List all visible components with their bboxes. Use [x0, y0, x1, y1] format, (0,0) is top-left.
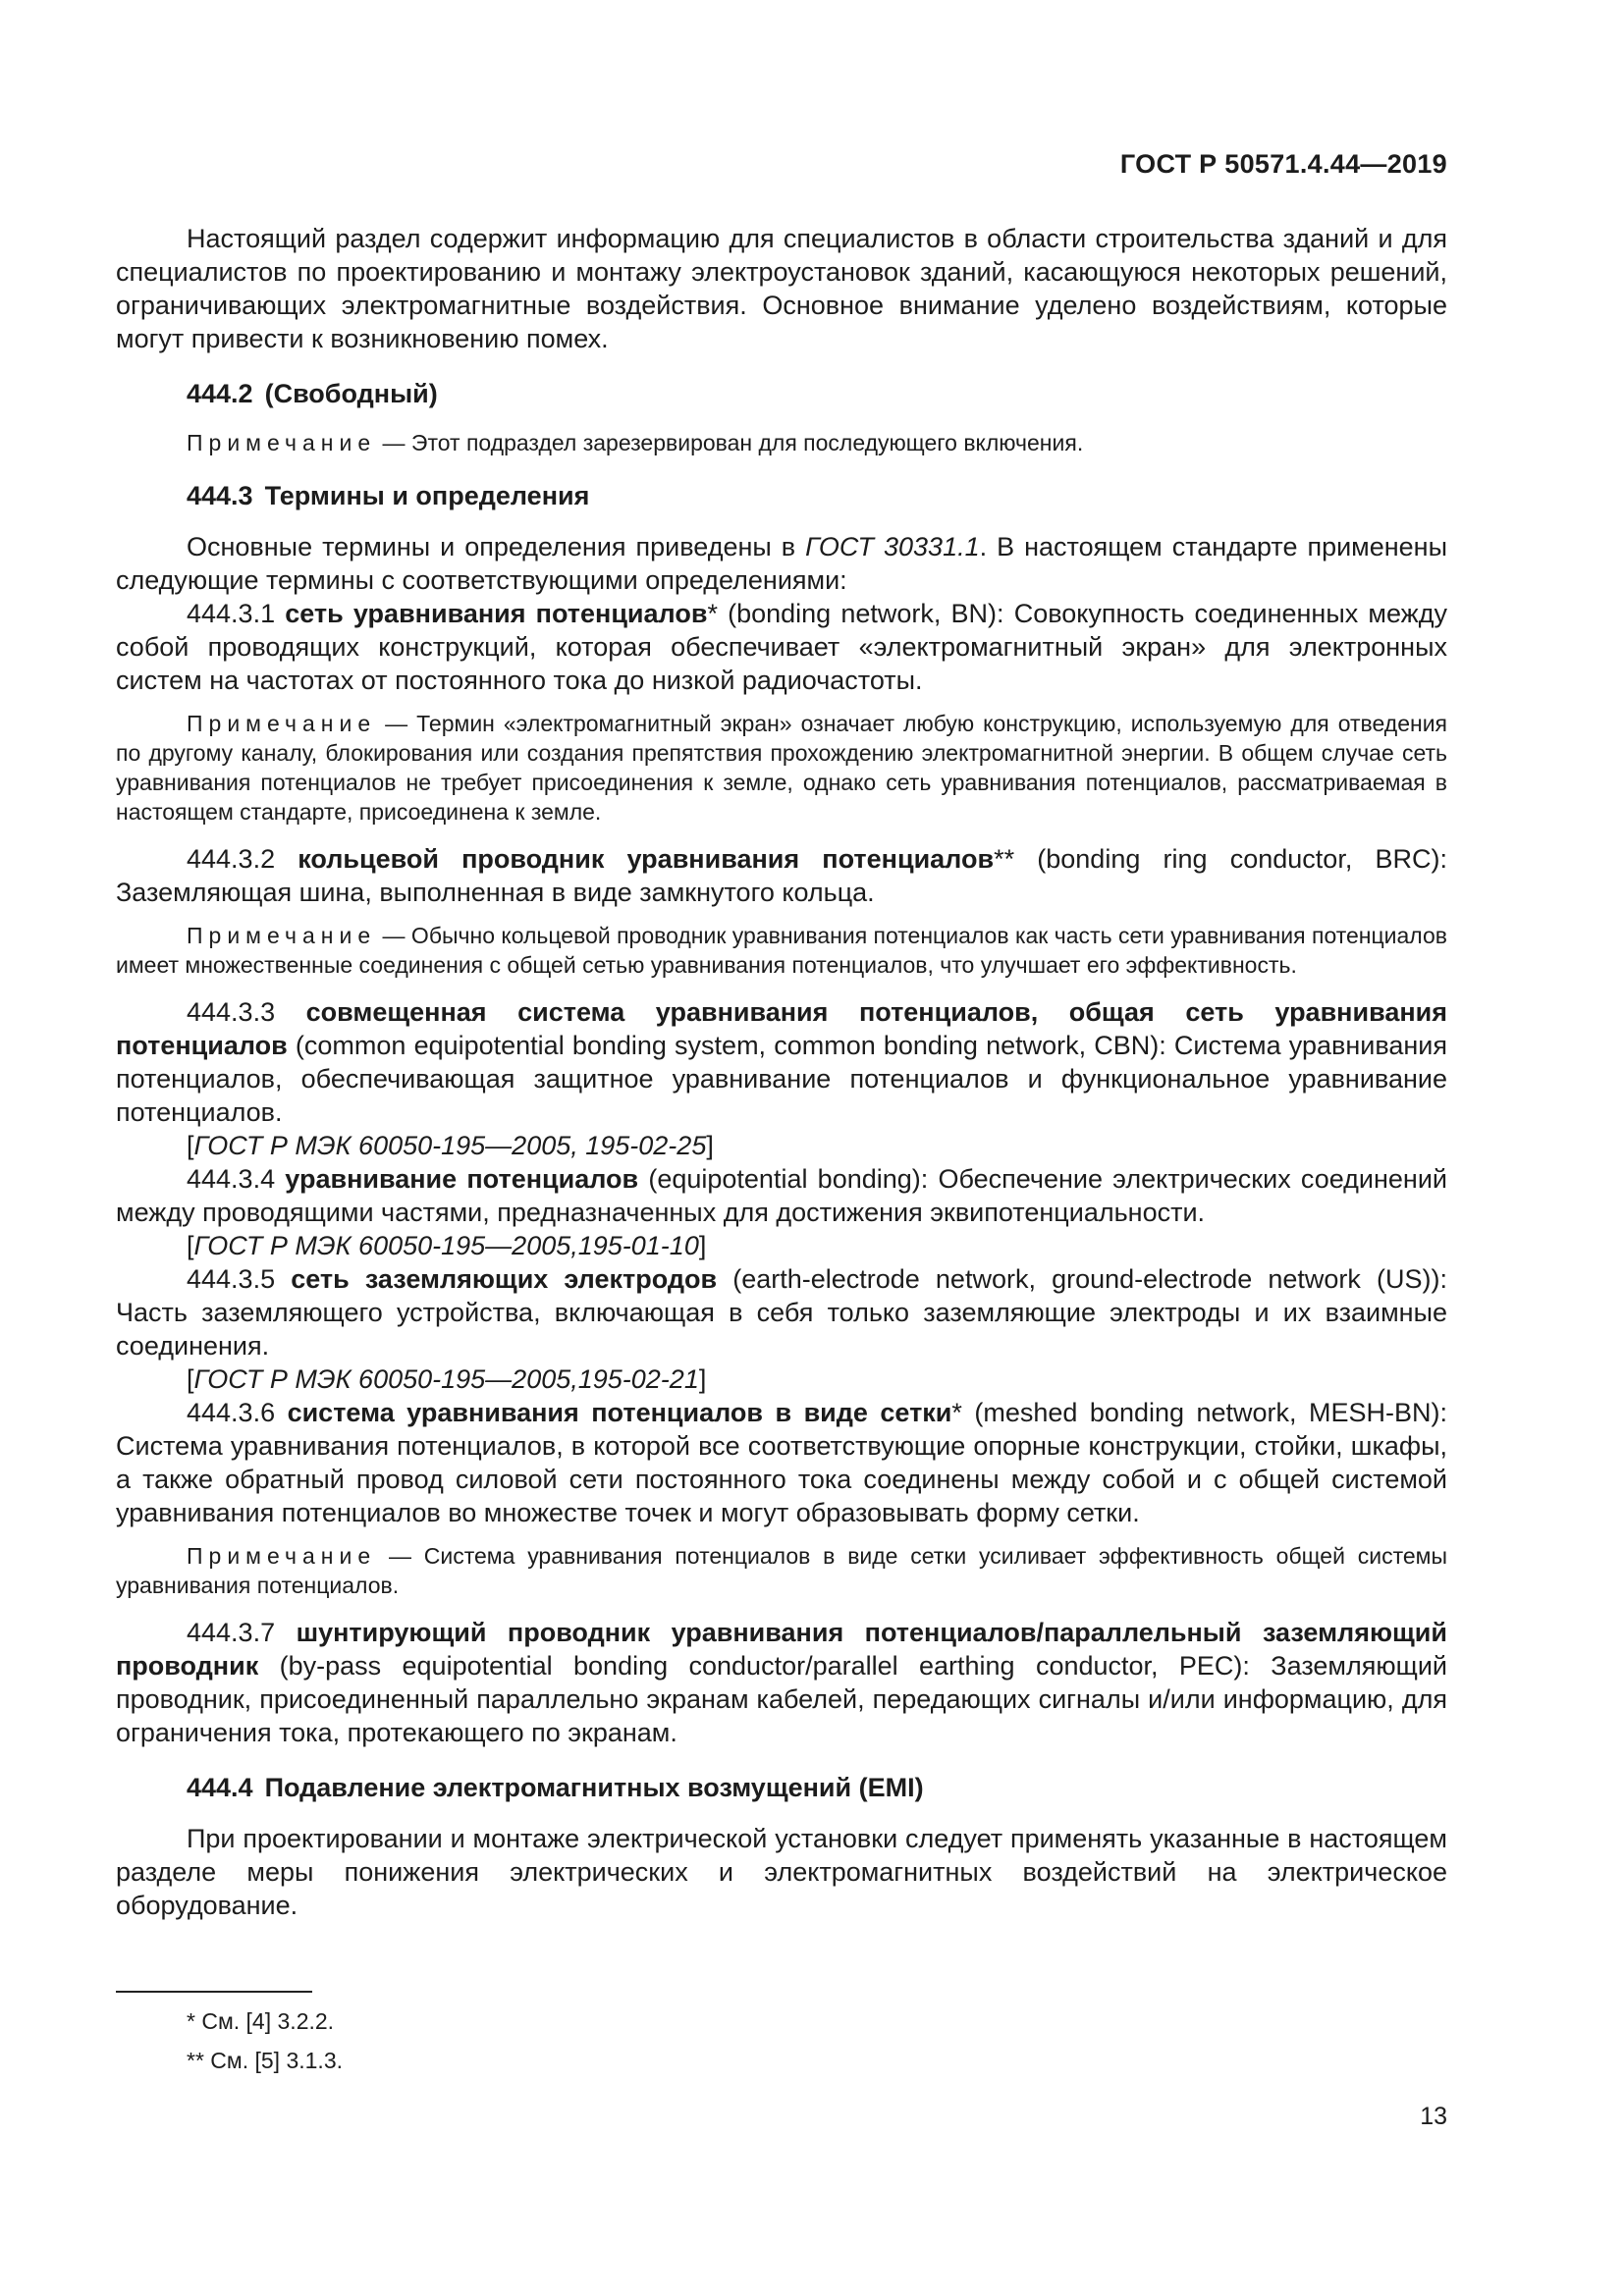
- footnote-1: * См. [4] 3.2.2.: [187, 2008, 335, 2034]
- footnote-mark: *: [707, 599, 718, 628]
- section-444-2-heading: 444.2 (Свободный): [187, 379, 438, 408]
- terms-lead-paragraph: Основные термины и определения приведены в ГОСТ 30331.1. В настоящем стандарте применены следующие термины с соответствующими определениями:: [116, 532, 1447, 595]
- term-name: сеть заземляющих электродов: [291, 1264, 718, 1294]
- term-name: система уравнивания потенциалов в виде сетки: [287, 1398, 952, 1427]
- footnote-mark: *: [951, 1398, 962, 1427]
- term-444-3-3: 444.3.3 совмещенная система уравнивания потенциалов, общая сеть уравнивания потенциалов (common equipotential bonding system, common bonding network, CBN): Система уравнивания потенциалов, обеспечивающая защитное уравнивание потенциалов и функциональное уравнивание потенциалов.: [116, 997, 1447, 1127]
- term-444-3-5-source: [ГОСТ Р МЭК 60050-195—2005,195-02-21]: [187, 1364, 707, 1394]
- document-code-header: ГОСТ Р 50571.4.44—2019: [1119, 149, 1447, 179]
- note-label: Примечание: [187, 923, 377, 948]
- term-name: уравнивание потенциалов: [285, 1164, 639, 1194]
- term-444-3-5: 444.3.5 сеть заземляющих электродов (earth-electrode network, ground-electrode network (US)): Часть заземляющего устройства, включающая в себя только заземляющие электроды и их взаимные соединения.: [116, 1264, 1447, 1361]
- section-444-4-heading: 444.4 Подавление электромагнитных возмущений (EMI): [187, 1773, 924, 1802]
- term-name: совмещенная система уравнивания потенциалов, общая сеть уравнивания потенциалов: [116, 997, 1447, 1060]
- intro-paragraph: Настоящий раздел содержит информацию для специалистов в области строительства зданий и для специалистов по проектированию и монтажу электроустановок зданий, касающуюся некоторых решений, ограничивающих электромагнитные воздействия. Основное внимание уделено воздействиям, которые могут привести к возникновению помех.: [116, 224, 1447, 353]
- term-444-3-1-note: Примечание — Термин «электромагнитный экран» означает любую конструкцию, используемую для отведения по другому каналу, блокирования или создания препятствия прохождению электромагнитной энергии. В общем случае сеть уравнивания потенциалов не требует присоединения к земле, однако сеть уравнивания потенциалов, рассматриваемая в настоящем стандарте, присоединена к земле.: [116, 711, 1447, 825]
- term-name: кольцевой проводник уравнивания потенциалов: [298, 844, 995, 874]
- term-444-3-2: 444.3.2 кольцевой проводник уравнивания потенциалов** (bonding ring conductor, BRC): Заземляющая шина, выполненная в виде замкнутого кольца.: [116, 844, 1447, 907]
- footnote-mark: **: [994, 844, 1015, 874]
- term-444-3-6-note: Примечание — Система уравнивания потенциалов в виде сетки усиливает эффективность общей системы уравнивания потенциалов.: [116, 1543, 1447, 1598]
- footnote-2: ** См. [5] 3.1.3.: [187, 2048, 344, 2073]
- section-444-4-paragraph: При проектировании и монтаже электрической установки следует применять указанные в настоящем разделе меры понижения электрических и электромагнитных воздействий на электрическое оборудование.: [116, 1824, 1447, 1920]
- section-444-2-note: Примечание — Этот подраздел зарезервирован для последующего включения.: [187, 430, 1084, 455]
- term-444-3-4: 444.3.4 уравнивание потенциалов (equipotential bonding): Обеспечение электрических соединений между проводящими частями, предназначенных для достижения эквипотенциальности.: [116, 1164, 1447, 1227]
- term-name: шунтирующий проводник уравнивания потенциалов/параллельный заземляющий проводник: [116, 1618, 1447, 1681]
- term-name: сеть уравнивания потенциалов: [285, 599, 708, 628]
- document-body: [116, 222, 1447, 1922]
- term-444-3-6: 444.3.6 система уравнивания потенциалов в виде сетки* (meshed bonding network, MESH-BN): Система уравнивания потенциалов, в которой все соответствующие опорные конструкции, стойки, шкафы, а также обратный провод силовой сети постоянного тока соединены между собой и с общей системой уравнивания потенциалов во множестве точек и могут образовывать форму сетки.: [116, 1398, 1447, 1527]
- term-444-3-1: 444.3.1 сеть уравнивания потенциалов* (bonding network, BN): Совокупность соединенных между собой проводящих конструкций, которая обеспечивает «электромагнитный экран» для электронных систем на частотах от постоянного тока до низкой радиочастоты.: [116, 599, 1447, 695]
- term-444-3-4-source: [ГОСТ Р МЭК 60050-195—2005,195-01-10]: [187, 1231, 707, 1260]
- section-444-3-heading: 444.3 Термины и определения: [187, 481, 590, 510]
- term-444-3-2-note: Примечание — Обычно кольцевой проводник уравнивания потенциалов как часть сети уравнивания потенциалов имеет множественные соединения с общей сетью уравнивания потенциалов, что улучшает его эффективность.: [116, 923, 1447, 978]
- footnote-divider: [116, 1991, 312, 1993]
- note-label: Примечание: [187, 1543, 377, 1569]
- standard-reference: ГОСТ 30331.1: [805, 532, 980, 561]
- note-label: Примечание: [187, 711, 377, 736]
- note-label: Примечание: [187, 430, 377, 455]
- term-444-3-3-source: [ГОСТ Р МЭК 60050-195—2005, 195-02-25]: [187, 1131, 714, 1160]
- page-number: 13: [1420, 2103, 1447, 2130]
- term-444-3-7: 444.3.7 шунтирующий проводник уравнивания потенциалов/параллельный заземляющий проводник (by-pass equipotential bonding conductor/parallel earthing conductor, PEC): Заземляющий проводник, присоединенный параллельно экранам кабелей, передающих сигналы и/или информацию, для ограничения тока, протекающего по экранам.: [116, 1618, 1447, 1747]
